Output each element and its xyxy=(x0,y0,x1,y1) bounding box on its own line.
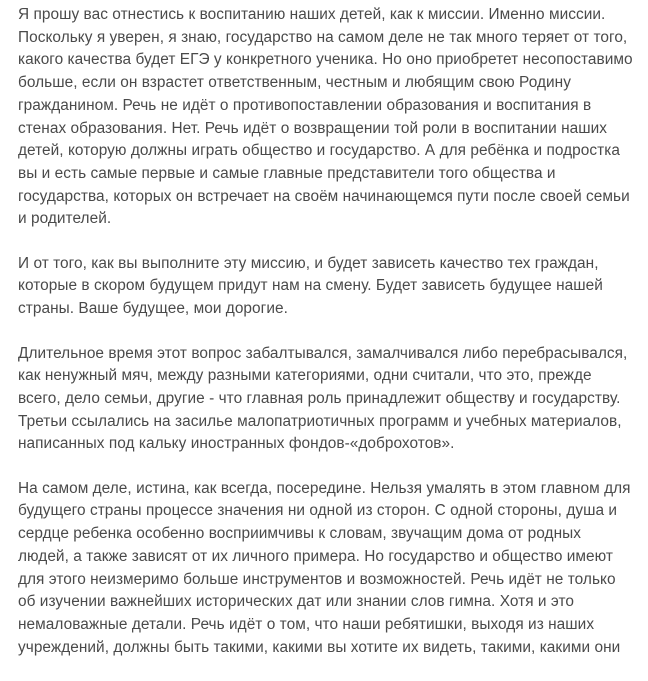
text-line: какого качества будет ЕГЭ у конкретного ученика. Но оно приобретет несопоставимо xyxy=(18,51,633,69)
text-line: учреждений, должны быть такими, какими вы хотите их видеть, такими, какими они xyxy=(18,638,621,656)
text-line: Длительное время этот вопрос забалтывался, замалчивался либо перебрасывался, xyxy=(18,344,628,362)
text-line: Третьи ссылались на засилье малопатриотичных программ и учебных материалов, xyxy=(18,412,622,430)
text-line: как ненужный мяч, между разными категориями, одни считали, что это, прежде xyxy=(18,367,592,385)
text-line: для этого неизмеримо больше инструментов и возможностей. Речь идёт не только xyxy=(18,570,616,588)
text-line: На самом деле, истина, как всегда, посередине. Нельзя умалять в этом главном для xyxy=(18,479,631,497)
text-line: Я прошу вас отнестись к воспитанию наших детей, как к миссии. Именно миссии. xyxy=(18,6,606,23)
text-line: написанных под кальку иностранных фондов-«доброхотов». xyxy=(18,435,455,453)
text-line: вы и есть самые первые и самые главные представители того общества и xyxy=(18,164,556,182)
text-line: стенах образования. Нет. Речь идёт о возвращении той роли в воспитании наших xyxy=(18,119,608,137)
text-line: государства, которых он встречает на своём начинающемся пути после своей семьи xyxy=(18,187,630,205)
text-line: страны. Ваше будущее, мои дорогие. xyxy=(18,300,288,318)
text-line: об изучении важнейших исторических дат или знании слов гимна. Хотя и это xyxy=(18,593,574,611)
paragraph-1 xyxy=(18,4,646,231)
text-line: будущего страны процессе значения ни одной из сторон. С одной стороны, душа и xyxy=(18,502,618,520)
text-line: всего, дело семьи, другие - что главная роль принадлежит обществу и государству. xyxy=(18,389,621,407)
paragraph-2 xyxy=(18,253,646,321)
text-line: людей, а также зависят от их личного примера. Но государство и общество имеют xyxy=(18,547,614,565)
text-line: сердце ребенка особенно восприимчивы к словам, звучащим дома от родных xyxy=(18,525,581,543)
text-line: которые в скором будущем придут нам на смену. Будет зависеть будущее нашей xyxy=(18,277,603,295)
text-line: гражданином. Речь не идёт о противопоставлении образования и воспитания в xyxy=(18,96,592,114)
text-line: больше, если он взрастет ответственным, честным и любящим свою Родину xyxy=(18,74,571,92)
text-line: Поскольку я уверен, я знаю, государство на самом деле не так много теряет от того, xyxy=(18,28,628,46)
text-line: немаловажные детали. Речь идёт о том, что наши ребятишки, выходя из наших xyxy=(18,615,595,633)
text-line: детей, которую должны играть общество и государство. А для ребёнка и подростка xyxy=(18,142,620,160)
paragraph-3 xyxy=(18,343,646,457)
paragraph-4 xyxy=(18,478,646,660)
article-body xyxy=(18,4,646,681)
text-line: и родителей. xyxy=(18,210,112,228)
text-line: И от того, как вы выполните эту миссию, и будет зависеть качество тех граждан, xyxy=(18,254,599,272)
